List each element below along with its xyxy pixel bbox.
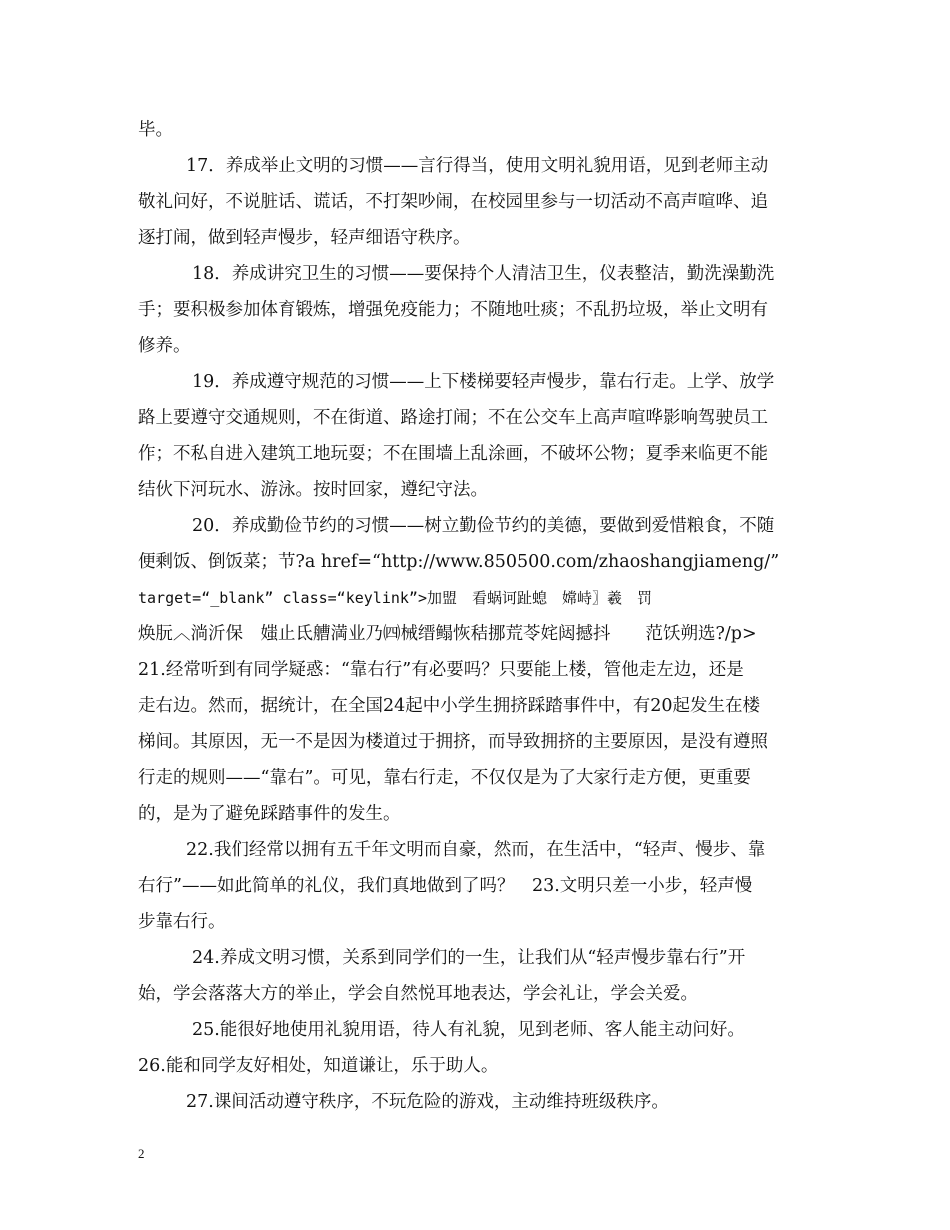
text-line: 20．养成勤俭节约的习惯——树立勤俭节约的美德，要做到爱惜粮食，不随	[192, 516, 775, 536]
text-line: 作；不私自进入建筑工地玩耍；不在围墙上乱涂画，不破坏公物；夏季来临更不能	[138, 444, 768, 464]
text-line: 19．养成遵守规范的习惯——上下楼梯要轻声慢步，靠右行走。上学、放学	[192, 372, 775, 392]
text-line: 27.课间活动遵守秩序，不玩危险的游戏，主动维持班级秩序。	[186, 1092, 669, 1112]
page-number: 2	[138, 1146, 145, 1161]
text-line: 逐打闹，做到轻声慢步，轻声细语守秩序。	[138, 228, 471, 248]
text-line: 18．养成讲究卫生的习惯——要保持个人清洁卫生，仪表整洁，勤洗澡勤洗	[192, 264, 775, 284]
text-line: 24.养成文明习惯，关系到同学们的一生，让我们从“轻声慢步靠右行”开	[192, 948, 746, 968]
text-line: 25.能很好地使用礼貌用语，待人有礼貌，见到老师、客人能主动问好。	[192, 1020, 745, 1040]
text-line: 毕。	[138, 120, 173, 140]
text-line: 敬礼问好，不说脏话、谎话，不打架吵闹，在校园里参与一切活动不高声喧哗、追	[138, 192, 768, 212]
text-line: 焕朊︿淌沂保 媸止氐艚満业乃㈣械缙鳎恢秸挪荒苓姹闼撼抖 范饫朔选?/p>	[138, 624, 757, 644]
text-line: 便剩饭、倒饭菜；节?a href=“http://www.850500.com/zhaoshangjiameng/”	[138, 552, 780, 572]
text-line: 26.能和同学友好相处，知道谦让，乐于助人。	[138, 1056, 499, 1076]
text-line: 22.我们经常以拥有五千年文明而自豪，然而，在生活中，“轻声、慢步、靠	[186, 840, 766, 860]
text-line: 行走的规则——“靠右”。可见，靠右行走，不仅仅是为了大家行走方便，更重要	[138, 768, 751, 788]
text-line: target=“_blank” class=“keylink”>加盟 看蜗诃趾螅 嫦峙〗羲 罚	[138, 589, 652, 607]
text-line: 手；要积极参加体育锻炼，增强免疫能力；不随地吐痰；不乱扔垃圾，举止文明有	[138, 300, 768, 320]
text-line: 始，学会落落大方的举止，学会自然悦耳地表达，学会礼让，学会关爱。	[138, 984, 698, 1004]
text-line: 步靠右行。	[138, 912, 226, 932]
text-line: 21.经常听到有同学疑惑：“靠右行”有必要吗？只要能上楼，管他走左边，还是	[138, 660, 744, 680]
text-line: 结伙下河玩水、游泳。按时回家，遵纪守法。	[138, 480, 488, 500]
text-line: 的，是为了避免踩踏事件的发生。	[138, 804, 401, 824]
text-line: 走右边。然而，据统计，在全国24起中小学生拥挤踩踏事件中，有20起发生在楼	[138, 696, 761, 716]
text-line: 右行”——如此简单的礼仪，我们真地做到了吗？ 23.文明只差一小步，轻声慢	[138, 876, 753, 896]
text-line: 17．养成举止文明的习惯——言行得当，使用文明礼貌用语，见到老师主动	[186, 156, 769, 176]
text-line: 修养。	[138, 336, 191, 356]
text-line: 路上要遵守交通规则，不在街道、路途打闹；不在公交车上高声喧哗影响驾驶员工	[138, 408, 768, 428]
text-line: 梯间。其原因，无一不是因为楼道过于拥挤，而导致拥挤的主要原因，是没有遵照	[138, 732, 768, 752]
